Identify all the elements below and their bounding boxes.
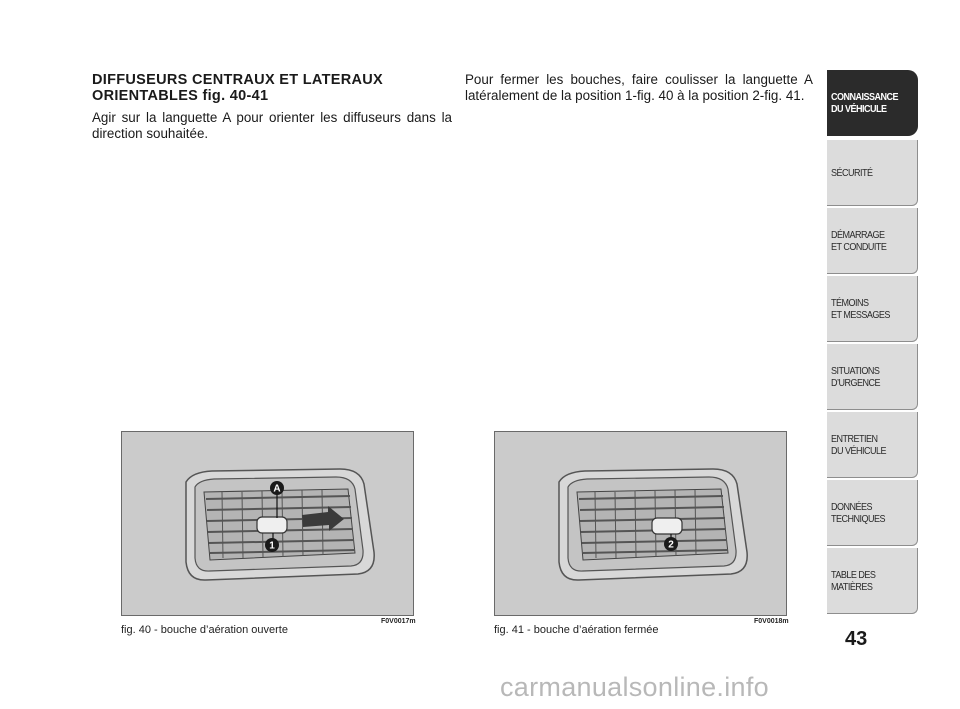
figure-40-image	[121, 431, 414, 616]
air-vent-illustration	[559, 469, 747, 580]
figure-40-code: F0V0017m	[381, 618, 416, 625]
tab-situations-d-urgence[interactable]: SITUATIONS D’URGENCE	[827, 344, 918, 410]
page-number: 43	[845, 628, 868, 650]
tab-connaissance-du-vehicule[interactable]: CONNAISSANCE DU VÉHICULE	[827, 70, 918, 136]
tab-demarrage-et-conduite[interactable]: DÉMARRAGE ET CONDUITE	[827, 208, 918, 274]
figure-41-caption: fig. 41 - bouche d’aération fermée	[494, 624, 659, 636]
figure-40-caption: fig. 40 - bouche d’aération ouverte	[121, 624, 288, 636]
tab-table-des-matieres[interactable]: TABLE DES MATIÈRES	[827, 548, 918, 614]
figure-41-image	[494, 431, 787, 616]
label-position-2: 2	[668, 539, 674, 551]
tab-temoins-et-messages[interactable]: TÉMOINS ET MESSAGES	[827, 276, 918, 342]
tab-entretien-du-vehicule[interactable]: ENTRETIEN DU VÉHICULE	[827, 412, 918, 478]
label-a: A	[273, 483, 281, 495]
tab-donnees-techniques[interactable]: DONNÉES TECHNIQUES	[827, 480, 918, 546]
figure-41-code: F0V0018m	[754, 618, 789, 625]
watermark-text: carmanualsonline.info	[500, 672, 769, 702]
left-paragraph: Agir sur la languette A pour orienter les diffuseurs dans la direction souhaitée.	[92, 110, 452, 141]
right-paragraph: Pour fermer les bouches, faire coulisser la languette A latéralement de la position 1-fig. 40 à la position 2-fig. 41.	[465, 72, 813, 103]
section-heading: DIFFUSEURS CENTRAUX ET LATERAUX ORIENTABLES fig. 40-41	[92, 72, 383, 104]
tab-securite[interactable]: SÉCURITÉ	[827, 140, 918, 206]
label-position-1: 1	[269, 540, 275, 552]
